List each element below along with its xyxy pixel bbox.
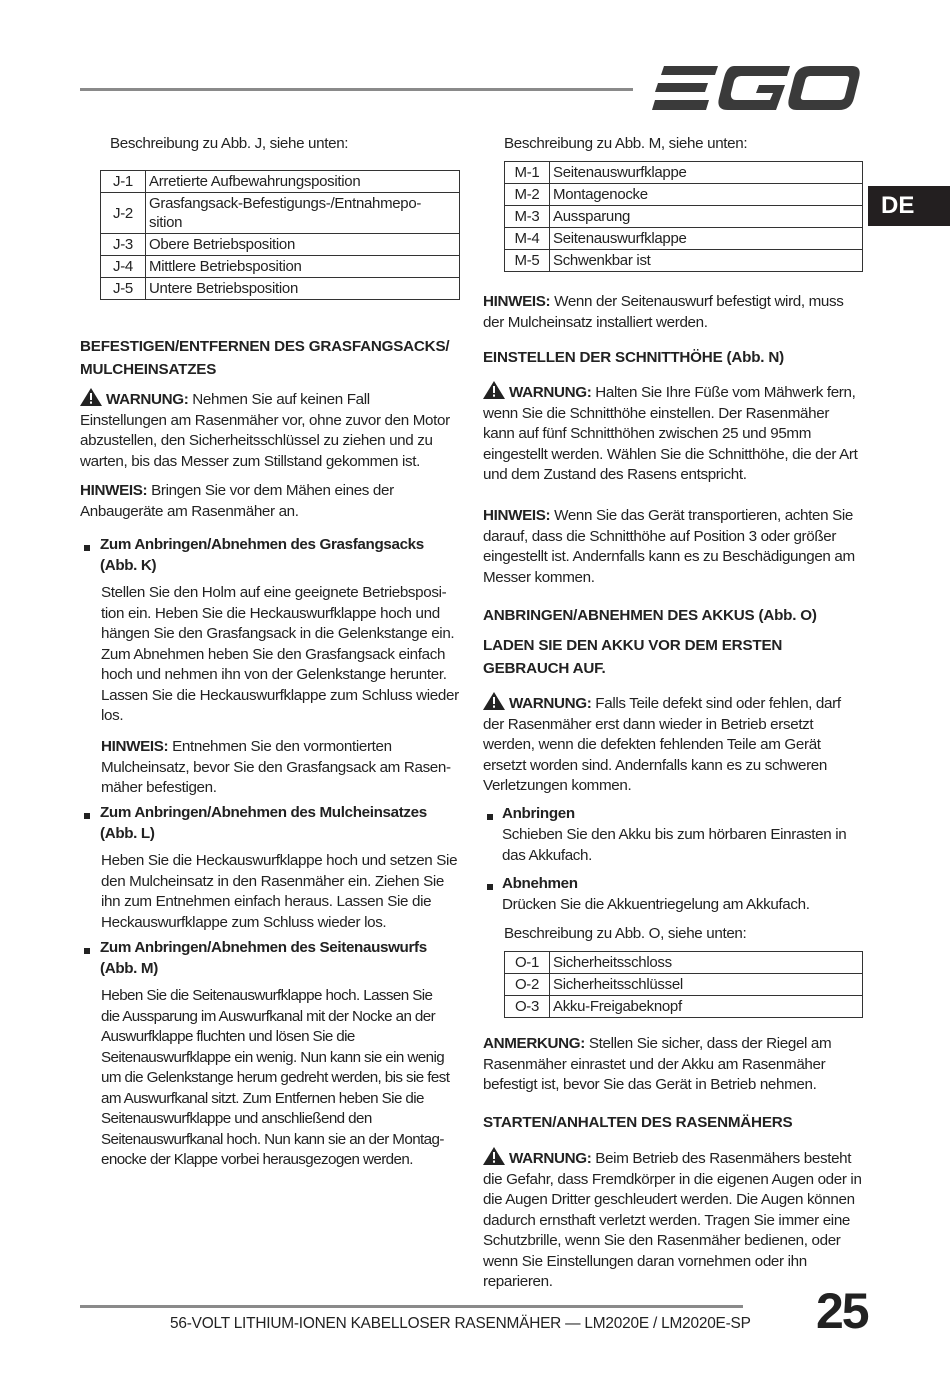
table-cell-text: Seitenauswurfklappe <box>550 228 863 250</box>
hinweis-text: Bringen Sie vor dem Mähen eines der Anbaugeräte am Rasenmäher an. <box>80 482 394 520</box>
anmerkung-text: Stellen Sie sicher, dass der Riegel am Rasenmäher einrastet und der Akku am Rasenmäher befestigt ist, bevor Sie das Gerät in Betrieb nehmen. <box>483 1035 832 1093</box>
table-cell-text: Akku-Freigabeknopf <box>550 996 863 1018</box>
table-cell-id: M-5 <box>505 250 550 272</box>
warning-block-schnitt <box>483 381 863 486</box>
intro-j: Beschreibung zu Abb. J, siehe unten: <box>110 135 349 152</box>
table-cell-id: J-2 <box>101 193 146 234</box>
table-row <box>505 206 863 228</box>
table-o <box>504 951 863 1018</box>
table-cell-text: Sicherheitsschloss <box>550 952 863 974</box>
heading-laden: LADEN SIE DEN AKKU VOR DEM ERSTEN GEBRAUCH AUF. <box>483 637 783 677</box>
table-cell-id: J-3 <box>101 234 146 256</box>
heading-schnitthoehe: EINSTELLEN DER SCHNITTHÖHE (Abb. N) <box>483 349 784 366</box>
table-cell-text: Aussparung <box>550 206 863 228</box>
hinweis-block-1 <box>80 481 460 522</box>
table-row <box>101 278 460 300</box>
hinweis-label: HINWEIS: <box>483 293 551 310</box>
anmerkung-label: ANMERKUNG: <box>483 1035 585 1052</box>
table-cell-text: Montagenocke <box>550 184 863 206</box>
warning-triangle-icon <box>483 381 505 399</box>
bullet-k-body: Stellen Sie den Holm auf eine geeignete Betriebsposi-tion ein. Heben Sie die Heckauswurfklappe hoch und hängen Sie den Grasfangsack in die Gelenkstange ein. Zum Abnehmen heben Sie den Grasfangsack einfach hoch und nehmen ihn von der Gelenkstange herunter. Lassen Sie die Heckauswurfklappe zum Schluss wieder los. <box>101 584 459 724</box>
hinweis-label: HINWEIS: <box>101 738 169 755</box>
table-cell-id: O-1 <box>505 952 550 974</box>
hinweis-text: Wenn der Seitenauswurf befestigt wird, muss der Mulcheinsatz installiert werden. <box>483 293 844 331</box>
table-cell-text-line: sition <box>149 214 183 231</box>
warning-label: WARNUNG: <box>509 695 592 712</box>
bullet-marker <box>487 884 493 890</box>
table-cell-text: Sicherheitsschlüssel <box>550 974 863 996</box>
table-cell-text: Seitenauswurfklappe <box>550 162 863 184</box>
table-j <box>100 170 460 300</box>
table-row <box>101 171 460 193</box>
warning-text: Halten Sie Ihre Füße vom Mähwerk fern, wenn Sie die Schnitthöhe einstellen. Der Rasenmäher kann auf fünf Schnitthöhen zwischen 25 und 95mm eingestellt werden. Wählen Sie die Schnitthöhe, die der Art und dem Zustand des Rasens entspricht. <box>483 384 858 483</box>
hinweis-block-m <box>483 292 863 333</box>
bullet-marker <box>84 948 90 954</box>
table-cell-id: M-4 <box>505 228 550 250</box>
table-cell-id: O-3 <box>505 996 550 1018</box>
bullet-k-title: Zum Anbringen/Abnehmen des Grasfangsacks (Abb. K) <box>100 536 424 574</box>
table-cell-id: M-2 <box>505 184 550 206</box>
intro-o: Beschreibung zu Abb. O, siehe unten: <box>504 925 747 942</box>
warning-label: WARNUNG: <box>509 384 592 401</box>
table-cell-id: O-2 <box>505 974 550 996</box>
table-row <box>505 952 863 974</box>
header-rule <box>80 88 633 91</box>
table-cell-text <box>146 193 460 234</box>
warning-triangle-icon <box>80 388 102 406</box>
bullet-abnehmen-body: Drücken Sie die Akkuentriegelung am Akkufach. <box>502 896 810 913</box>
bullet-marker <box>84 813 90 819</box>
table-cell-text: Schwenkbar ist <box>550 250 863 272</box>
bullet-anbringen-title: Anbringen <box>502 805 575 822</box>
heading-akku: ANBRINGEN/ABNEHMEN DES AKKUS (Abb. O) <box>483 607 817 624</box>
bullet-m-body: Heben Sie die Seitenauswurfklappe hoch. Lassen Sie die Aussparung im Auswurfkanal mit der Nocke an der Auswurfklappe fluchten und lösen Sie die Seitenauswurfklappe ein wenig. Nun kann sie ein wenig um die Gelenkstange herum gedreht werden, bis sie fest am Auswurfkanal sitzt. Zum Entfernen heben Sie die Seitenauswurfklappe und anschließend den Seitenauswurfkanal hoch. Nun kann sie an der Montag-enocke der Klappe vorbei herausgezogen werden. <box>101 987 450 1168</box>
table-cell-text: Obere Betriebsposition <box>146 234 460 256</box>
table-row <box>101 234 460 256</box>
footer-product-title: 56-VOLT LITHIUM-IONEN KABELLOSER RASENMÄHER — LM2020E / LM2020E-SP <box>170 1315 751 1332</box>
table-row <box>101 193 460 234</box>
hinweis-text: Entnehmen Sie den vormontierten Mulcheinsatz, bevor Sie den Grasfangsack am Rasen-mäher befestigen. <box>101 738 451 796</box>
bullet-abnehmen-title: Abnehmen <box>502 875 578 892</box>
warning-block-1 <box>80 388 460 472</box>
warning-text: Nehmen Sie auf keinen Fall Einstellungen am Rasenmäher vor, ohne zuvor den Motor abzustellen, den Sicherheitsschlüssel zu ziehen und zu warten, bis das Messer zum Stillstand gekommen ist. <box>80 391 450 470</box>
table-row <box>101 256 460 278</box>
table-cell-id: J-4 <box>101 256 146 278</box>
table-row <box>505 996 863 1018</box>
table-row <box>505 162 863 184</box>
warning-label: WARNUNG: <box>106 391 189 408</box>
table-cell-id: M-1 <box>505 162 550 184</box>
anmerkung-block <box>483 1034 863 1096</box>
language-tab: DE <box>868 186 950 226</box>
bullet-marker <box>487 814 493 820</box>
warning-block-starten <box>483 1147 863 1293</box>
warning-triangle-icon <box>483 1147 505 1165</box>
table-m <box>504 161 863 272</box>
warning-triangle-icon <box>483 692 505 710</box>
bullet-anbringen-body: Schieben Sie den Akku bis zum hörbaren Einrasten in das Akkufach. <box>502 826 847 864</box>
bullet-marker <box>84 545 90 551</box>
warning-label: WARNUNG: <box>509 1150 592 1167</box>
bullet-m-title: Zum Anbringen/Abnehmen des Seitenauswurfs (Abb. M) <box>100 939 427 977</box>
table-cell-text: Arretierte Aufbewahrungsposition <box>146 171 460 193</box>
bullet-l-body: Heben Sie die Heckauswurfklappe hoch und setzen Sie den Mulcheinsatz in den Rasenmäher ein. Ziehen Sie ihn zum Entnehmen einfach heraus. Lassen Sie die Heckauswurfklappe zum Schluss wieder los. <box>101 852 458 931</box>
warning-text: Falls Teile defekt sind oder fehlen, darf der Rasenmäher erst dann wieder in Betrieb ersetzt werden, wenn die defekten fehlenden Teile am Gerät ersetzt worden sind. Andernfalls kann es zu schweren Verletzungen kommen. <box>483 695 841 794</box>
warning-block-akku <box>483 692 863 797</box>
table-cell-id: J-5 <box>101 278 146 300</box>
page-number: 25 <box>816 1283 868 1339</box>
hinweis-block-schnitt <box>483 506 863 588</box>
table-row <box>505 250 863 272</box>
table-cell-id: J-1 <box>101 171 146 193</box>
footer-rule <box>80 1305 743 1308</box>
warning-text: Beim Betrieb des Rasenmähers besteht die Gefahr, dass Fremdkörper in die eigenen Augen oder in die Augen Dritter geschleudert werden. Die Augen können dadurch ernsthaft verletzt werden. Tragen Sie immer eine Schutzbrille, wenn Sie den Rasenmäher bedienen, oder wenn Sie Einstellungen daran vornehmen oder ihn reparieren. <box>483 1150 862 1290</box>
hinweis-block-k <box>101 737 461 799</box>
table-row <box>505 184 863 206</box>
ego-logo <box>652 66 860 110</box>
hinweis-label: HINWEIS: <box>483 507 551 524</box>
hinweis-label: HINWEIS: <box>80 482 148 499</box>
intro-m: Beschreibung zu Abb. M, siehe unten: <box>504 135 748 152</box>
heading-starten: STARTEN/ANHALTEN DES RASENMÄHERS <box>483 1114 793 1131</box>
table-cell-text-line: Grasfangsack-Befestigungs-/Entnahmepo- <box>149 195 422 212</box>
table-row <box>505 974 863 996</box>
table-cell-text: Mittlere Betriebsposition <box>146 256 460 278</box>
heading-grasfang: BEFESTIGEN/ENTFERNEN DES GRASFANGSACKS/ MULCHEINSATZES <box>80 338 450 378</box>
table-row <box>505 228 863 250</box>
table-cell-id: M-3 <box>505 206 550 228</box>
hinweis-text: Wenn Sie das Gerät transportieren, achten Sie darauf, dass die Schnitthöhe auf Position 3 oder größer eingestellt ist. Andernfalls kann es zu Beschädigungen am Messer kommen. <box>483 507 855 586</box>
table-cell-text: Untere Betriebsposition <box>146 278 460 300</box>
bullet-l-title: Zum Anbringen/Abnehmen des Mulcheinsatzes (Abb. L) <box>100 804 427 842</box>
